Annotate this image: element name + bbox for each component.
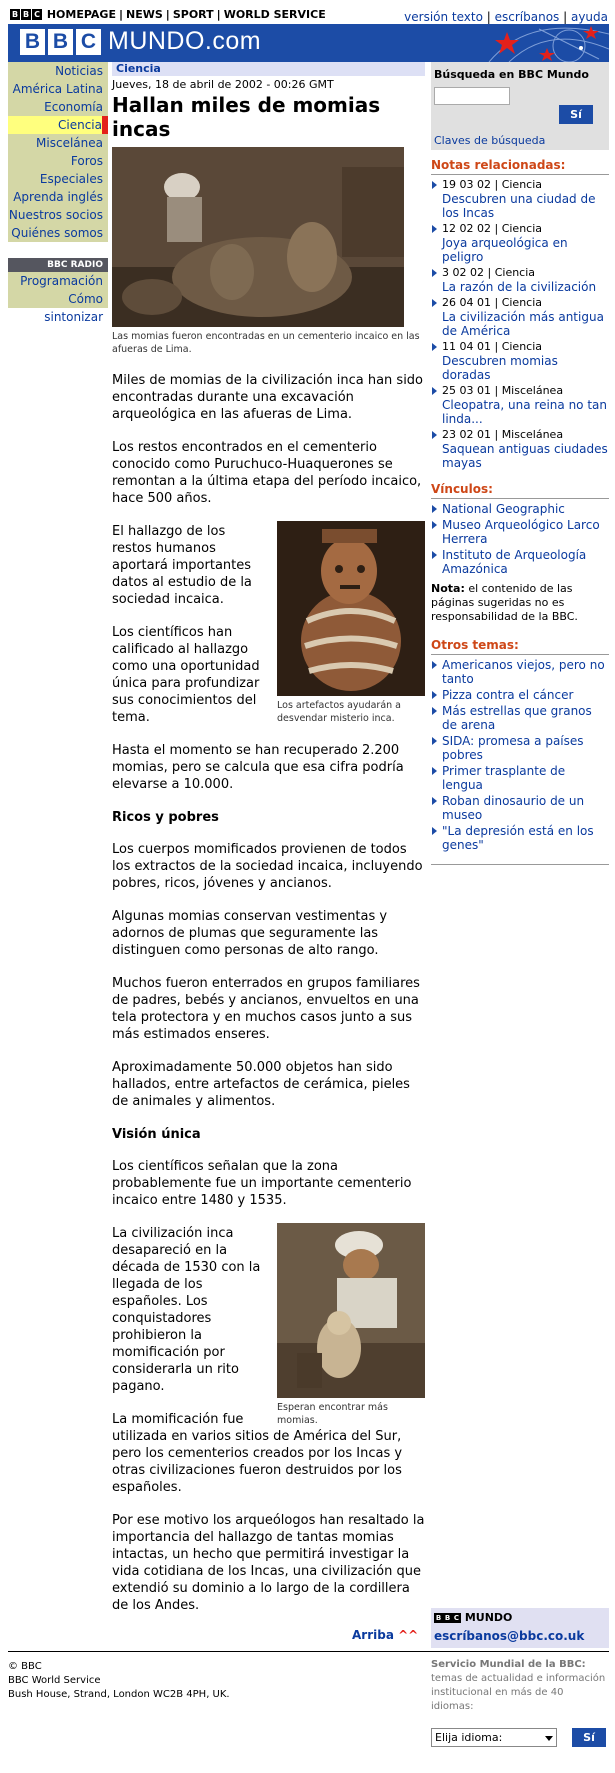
copyright: © BBC BBC World Service Bush House, Strand, London WC2B 4PH, UK. — [8, 1661, 230, 1700]
bbc-logo-letter: B — [22, 10, 30, 19]
write-us-link[interactable]: escríbanos — [494, 10, 560, 24]
external-link-item — [431, 502, 609, 516]
leftnav-item-foros[interactable]: Foros — [8, 152, 108, 170]
other-topic-link[interactable]: Americanos viejos, pero no tanto — [442, 658, 605, 686]
article-paragraph: Los científicos han calificado al hallazgo como una oportunidad única para profundizar sus conocimientos del tema. — [112, 625, 260, 725]
subheading-ricos-y-pobres: Ricos y pobres — [112, 810, 219, 825]
ceramic-figure-photo — [277, 521, 425, 696]
links-heading: Vínculos: — [431, 482, 609, 499]
world-service-info: Servicio Mundial de la BBC: temas de actualidad e información institucional en más de 40 idiomas: — [431, 1659, 606, 1712]
article-paragraph: La civilización inca desapareció en la década de 1530 con la llegada de los españoles. Los conquistadores prohibieron la momificación por considerarla un rito pagano. — [112, 1226, 261, 1394]
related-meta: 12 02 02 | Ciencia — [442, 222, 543, 235]
article-paragraph: Hasta el momento se han recuperado 2.200 momias, pero se calcula que esa cifra podría elevarse a 10.000. — [112, 743, 404, 792]
nav-sport[interactable]: SPORT — [172, 8, 214, 21]
leftnav-item-ciencia[interactable]: Ciencia — [8, 116, 108, 134]
related-meta: 25 03 01 | Miscelánea — [442, 384, 564, 397]
right-column — [431, 62, 609, 865]
main-photo-caption: Las momias fueron encontradas en un cementerio incaico en las afueras de Lima. — [112, 331, 420, 355]
mundo-label: MUNDO — [464, 1611, 513, 1624]
bbc-banner-letter: C — [76, 29, 101, 55]
related-item — [431, 296, 609, 338]
related-item — [431, 428, 609, 470]
search-button[interactable]: Sí — [559, 105, 593, 124]
other-topic-item — [431, 764, 609, 792]
nav-world-service[interactable]: WORLD SERVICE — [223, 8, 326, 21]
bbc-mundo-contact-box — [431, 1608, 609, 1648]
other-topic-link[interactable]: Roban dinosaurio de un museo — [442, 794, 585, 822]
language-select[interactable]: Elija idioma: — [431, 1728, 557, 1747]
bbc-logo-letter: B — [11, 10, 19, 19]
article-paragraph: Los científicos señalan que la zona probablemente fue un importante cementerio incaico entre 1480 y 1535. — [112, 1159, 412, 1208]
ceramic-figure-caption: Los artefactos ayudarán a desvendar misterio inca. — [277, 700, 402, 724]
leftnav-item-aprenda-ingles[interactable]: Aprenda inglés — [8, 188, 108, 206]
related-item — [431, 266, 609, 294]
related-link[interactable]: Saquean antiguas ciudades mayas — [442, 442, 608, 470]
divider — [431, 864, 609, 865]
ceramic-figure-box — [277, 521, 425, 725]
chevron-down-icon — [545, 1736, 553, 1741]
external-link-item — [431, 518, 609, 546]
external-link-item — [431, 548, 609, 576]
search-input[interactable] — [434, 87, 510, 105]
other-topic-link[interactable]: Primer trasplante de lengua — [442, 764, 566, 792]
links-note: Nota: el contenido de las páginas sugeridas no es responsabilidad de la BBC. — [431, 582, 578, 623]
other-topics-heading: Otros temas: — [431, 638, 609, 655]
related-link[interactable]: Cleopatra, una reina no tan linda... — [442, 398, 607, 426]
article-paragraph: La momificación fue utilizada en varios sitios de América del Sur, pero los cementerios creados por los Incas y otras civilizaciones fueron destruidos por los españoles. — [112, 1412, 403, 1495]
dateline: Jueves, 18 de abril de 2002 - 00:26 GMT — [112, 78, 334, 91]
bbc-footer-letter: B — [435, 1614, 442, 1622]
bbc-logo-letter: C — [32, 9, 42, 20]
other-topic-link[interactable]: "La depresión está en los genes" — [442, 824, 594, 852]
related-heading: Notas relacionadas: — [431, 158, 609, 175]
article-paragraph: Algunas momias conservan vestimentas y adornos de plumas que seguramente las distinguen como personas de alto rango. — [112, 909, 388, 958]
other-topic-item — [431, 824, 609, 852]
related-item — [431, 222, 609, 264]
related-meta: 19 03 02 | Ciencia — [442, 178, 543, 191]
external-link[interactable]: Instituto de Arqueología Amazónica — [442, 548, 587, 576]
related-list — [431, 178, 609, 470]
related-link[interactable]: Joya arqueológica en peligro — [442, 236, 568, 264]
links-list — [431, 502, 609, 576]
related-meta: 23 02 01 | Miscelánea — [442, 428, 564, 441]
article-paragraph: Los restos encontrados en el cementerio conocido como Puruchuco-Huaquerones se remontan a la última etapa del período incaico, hace 500 años. — [112, 440, 422, 506]
related-item — [431, 340, 609, 382]
other-topic-item — [431, 734, 609, 762]
other-topics-list — [431, 658, 609, 852]
leftnav-item-miscelanea[interactable]: Miscelánea — [8, 134, 108, 152]
page-title: Hallan miles de momias incas — [112, 93, 381, 141]
constellation-graphic — [469, 24, 609, 62]
other-topic-item — [431, 794, 609, 822]
footer-divider — [8, 1651, 609, 1652]
article-paragraph: El hallazgo de los restos humanos aportará importantes datos al estudio de la sociedad incaica. — [112, 524, 252, 607]
back-to-top-link[interactable]: Arriba ^^ — [352, 1628, 419, 1642]
radio-header: BBC RADIO — [8, 258, 108, 272]
contact-email-link[interactable]: escríbanos@bbc.co.uk — [434, 1629, 585, 1643]
language-go-button[interactable]: Sí — [572, 1728, 606, 1747]
subheading-vision-unica: Visión única — [112, 1127, 201, 1142]
other-topic-item — [431, 658, 609, 686]
archaeologist-box — [277, 1223, 425, 1427]
related-item — [431, 384, 609, 426]
mummies-excavation-photo — [112, 147, 404, 327]
banner — [8, 24, 609, 62]
article — [112, 62, 425, 1614]
other-topic-link[interactable]: Pizza contra el cáncer — [442, 688, 574, 702]
search-keys-link[interactable]: Claves de búsqueda — [434, 134, 546, 147]
text-version-link[interactable]: versión texto — [404, 10, 483, 24]
section-label[interactable]: Ciencia — [112, 62, 425, 76]
article-paragraph: Muchos fueron enterrados en grupos familiares de padres, bebés y ancianos, envueltos en una tela protectora y en muchos casos junto a sus más estimados enseres. — [112, 976, 420, 1042]
related-link[interactable]: Descubren una ciudad de los Incas — [442, 192, 596, 220]
related-link[interactable]: La razón de la civilización — [442, 280, 597, 294]
radio-item-como-sintonizar[interactable]: Cómo sintonizar — [8, 290, 108, 308]
leftnav-item-especiales[interactable]: Especiales — [8, 170, 108, 188]
article-paragraph: Los cuerpos momificados provienen de todos los extractos de la sociedad incaica, incluyendo pobres, ricos, jóvenes y ancianos. — [112, 842, 423, 891]
up-arrows-icon: ^^ — [398, 1628, 419, 1642]
top-bar: B B C HOMEPAGE | NEWS | SPORT | WORLD SERVICE versión texto | escríbanos | ayuda — [11, 8, 608, 24]
leftnav-item-noticias[interactable]: Noticias — [8, 62, 108, 80]
archaeologist-photo — [277, 1223, 425, 1398]
search-title: Búsqueda en BBC Mundo — [434, 68, 589, 81]
article-paragraph: Miles de momias de la civilización inca han sido encontradas durante una excavación arqueológica en las afueras de Lima. — [112, 373, 424, 422]
nav-homepage[interactable]: HOMEPAGE — [46, 8, 116, 21]
search-box — [431, 62, 609, 150]
article-paragraph: Aproximadamente 50.000 objetos han sido hallados, entre artefactos de cerámica, pieles de animales y alimentos. — [112, 1060, 410, 1109]
external-link[interactable]: Museo Arqueológico Larco Herrera — [442, 518, 600, 546]
nav-news[interactable]: NEWS — [126, 8, 163, 21]
bbc-footer-letter: B — [444, 1614, 451, 1622]
external-link[interactable]: National Geographic — [442, 502, 565, 516]
bbc-banner-letter: B — [48, 29, 73, 55]
related-link[interactable]: Descubren momias doradas — [442, 354, 558, 382]
archaeologist-caption: Esperan encontrar más momias. — [277, 1402, 388, 1426]
leftnav-item-quienes-somos[interactable]: Quiénes somos — [8, 224, 108, 242]
mundo-logo[interactable]: MUNDO.com — [108, 27, 262, 55]
related-item — [431, 178, 609, 220]
leftnav-item-economia[interactable]: Economía — [8, 98, 108, 116]
bbc-banner-letter: B — [20, 29, 45, 55]
other-topic-item — [431, 688, 609, 702]
leftnav-item-nuestros-socios[interactable]: Nuestros socios — [8, 206, 108, 224]
other-topic-link[interactable]: Más estrellas que granos de arena — [442, 704, 592, 732]
radio-item-programacion[interactable]: Programación — [8, 272, 108, 290]
related-meta: 11 04 01 | Ciencia — [442, 340, 543, 353]
leftnav-item-america-latina[interactable]: América Latina — [8, 80, 108, 98]
left-nav — [8, 62, 108, 324]
article-paragraph: Por ese motivo los arqueólogos han resaltado la importancia del hallazgo de tantas momias intactas, un hecho que permitirá investigar la vida cotidiana de los Incas, una civilización que extendió su dominio a lo largo de la cordillera de los Andes. — [112, 1513, 425, 1613]
bbc-footer-letter: C — [453, 1614, 460, 1622]
other-topic-link[interactable]: SIDA: promesa a países pobres — [442, 734, 584, 762]
other-topic-item — [431, 704, 609, 732]
related-meta: 26 04 01 | Ciencia — [442, 296, 543, 309]
help-link[interactable]: ayuda — [570, 10, 608, 24]
related-meta: 3 02 02 | Ciencia — [442, 266, 536, 279]
related-link[interactable]: La civilización más antigua de América — [442, 310, 604, 338]
